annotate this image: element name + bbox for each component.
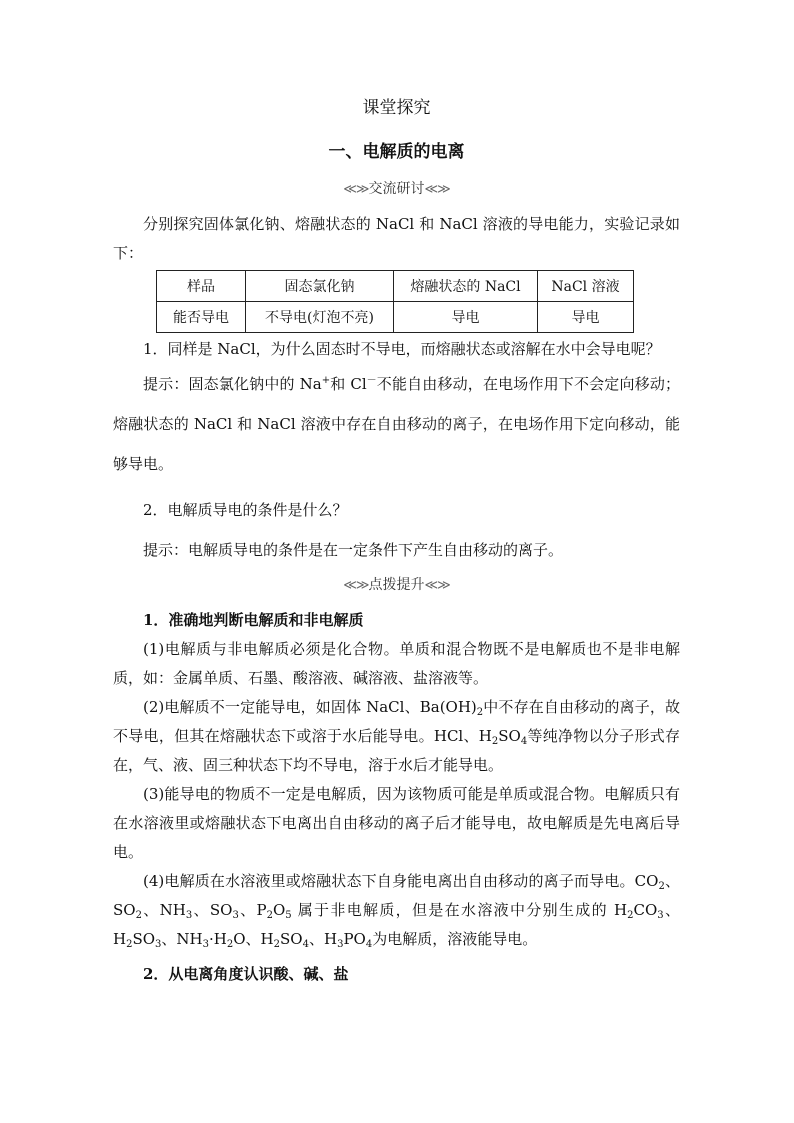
point-1-item-2 bbox=[113, 693, 680, 780]
question-1: 1．同样是 NaCl，为什么固态时不导电，而熔融状态或溶解在水中会导电呢？ bbox=[143, 340, 661, 358]
table-header-cell: 样品 bbox=[157, 271, 246, 302]
tip-1-text: 不能自由移动，在电场作用下不会定向移动；熔融状态的 NaCl 和 NaCl 溶液中存在自由移动的离子，在电场作用下定向移动，能够导电。 bbox=[113, 375, 680, 473]
banner-tips bbox=[113, 572, 680, 598]
table-header-cell: NaCl 溶液 bbox=[538, 271, 634, 302]
text: 、SO bbox=[113, 872, 680, 919]
subscript: 2 bbox=[658, 881, 665, 892]
superscript: + bbox=[321, 375, 331, 386]
text: SO bbox=[132, 930, 156, 948]
subscript: 3 bbox=[232, 910, 239, 921]
text: 、H bbox=[113, 901, 680, 948]
text: 中不存在自由移动的离子，故不导电，但其在熔融状态下或溶于水后能导电。HCl、H bbox=[113, 698, 680, 745]
text: 等纯净物以分子形式存在，气、液、固三种状态下均不导电，溶于水后才能导电。 bbox=[113, 727, 680, 774]
table-row bbox=[157, 302, 634, 333]
subscript: 3 bbox=[657, 910, 664, 921]
subscript: 2 bbox=[266, 910, 273, 921]
text: (4)电解质在水溶液里或熔融状态下自身能电离出自由移动的离子而导电。CO bbox=[143, 872, 659, 890]
text: (2)电解质不一定能导电，如固体 NaCl、Ba(OH) bbox=[143, 698, 477, 716]
subscript: 3 bbox=[337, 939, 344, 950]
text: SO bbox=[498, 727, 521, 745]
text: 为电解质，溶液能导电。 bbox=[372, 930, 538, 948]
text: 属于非电解质，但是在水溶液中分别生成的 H bbox=[291, 901, 628, 919]
subscript: 2 bbox=[135, 910, 142, 921]
banner-discussion bbox=[113, 176, 680, 202]
intro-paragraph: 分别探究固体氯化钠、熔融状态的 NaCl 和 NaCl 溶液的导电能力，实验记录如下： bbox=[113, 215, 680, 262]
text: 、SO bbox=[192, 901, 233, 919]
point-1-item-3: (3)能导电的物质不一定是电解质，因为该物质可能是单质或混合物。电解质只有在水溶液里或熔融状态下电离出自由移动的离子后才能导电，故电解质是先电离后导电。 bbox=[113, 785, 680, 861]
point-2-title: 2．从电离角度认识酸、碱、盐 bbox=[143, 965, 349, 983]
table-header-row bbox=[157, 271, 634, 302]
ornament-left-icon: ≪≫ bbox=[343, 182, 369, 197]
tip-1-text: 和 Cl bbox=[330, 375, 367, 393]
page-title: 课堂探究 bbox=[362, 98, 431, 118]
subscript: 2 bbox=[627, 910, 634, 921]
subscript: 2 bbox=[491, 736, 499, 747]
subscript: 4 bbox=[520, 736, 528, 747]
question-2: 2．电解质导电的条件是什么？ bbox=[143, 501, 348, 519]
table-cell: 能否导电 bbox=[157, 302, 246, 333]
text: PO bbox=[343, 930, 366, 948]
subscript: 4 bbox=[302, 939, 309, 950]
text: 、P bbox=[238, 901, 267, 919]
table-header-cell: 固态氯化钠 bbox=[246, 271, 394, 302]
text: O、H bbox=[233, 930, 274, 948]
tip-1 bbox=[113, 364, 680, 484]
section-title: 一、电解质的电离 bbox=[328, 142, 465, 162]
point-1-item-4 bbox=[113, 867, 680, 954]
subscript: 2 bbox=[126, 939, 133, 950]
table-cell: 导电 bbox=[394, 302, 538, 333]
text: 、NH bbox=[161, 930, 203, 948]
subscript: 3 bbox=[202, 939, 210, 950]
superscript: － bbox=[366, 375, 377, 386]
text: ·H bbox=[209, 930, 227, 948]
text: O bbox=[272, 901, 286, 919]
point-1-item-1: (1)电解质与非电解质必须是化合物。单质和混合物既不是电解质也不是非电解质，如：金属单质、石墨、酸溶液、碱溶液、盐溶液等。 bbox=[113, 640, 680, 687]
subscript: 2 bbox=[476, 707, 484, 718]
tip-2: 提示：电解质导电的条件是在一定条件下产生自由移动的离子。 bbox=[143, 541, 564, 559]
table-cell: 导电 bbox=[538, 302, 634, 333]
subscript: 2 bbox=[273, 939, 281, 950]
banner-discussion-label: 交流研讨 bbox=[368, 181, 425, 197]
ornament-right-icon: ≪≫ bbox=[424, 182, 450, 197]
subscript: 4 bbox=[365, 939, 373, 950]
banner-tips-label: 点拨提升 bbox=[368, 577, 425, 593]
table-header-cell: 熔融状态的 NaCl bbox=[394, 271, 538, 302]
tip-1-text: 提示：固态氯化钠中的 Na bbox=[143, 375, 322, 393]
ornament-right-icon: ≪≫ bbox=[424, 578, 450, 593]
document-page bbox=[113, 96, 680, 989]
subscript: 5 bbox=[285, 910, 292, 921]
subscript: 2 bbox=[226, 939, 234, 950]
text: 、NH bbox=[141, 901, 186, 919]
table-cell: 不导电(灯泡不亮) bbox=[246, 302, 394, 333]
ornament-left-icon: ≪≫ bbox=[343, 578, 369, 593]
point-1-title: 1．准确地判断电解质和非电解质 bbox=[143, 611, 364, 629]
experiment-table bbox=[156, 270, 634, 333]
text: 、H bbox=[308, 930, 338, 948]
text: CO bbox=[633, 901, 658, 919]
subscript: 3 bbox=[155, 939, 162, 950]
text: SO bbox=[280, 930, 303, 948]
subscript: 3 bbox=[185, 910, 193, 921]
